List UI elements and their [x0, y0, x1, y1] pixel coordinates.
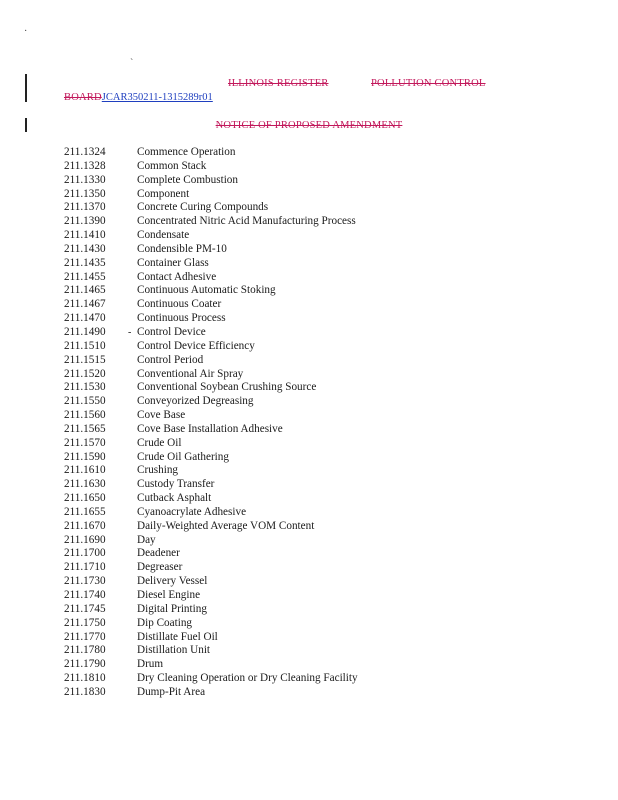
document-code: JCAR350211-1315289r01 [101, 92, 213, 103]
defined-term: Diesel Engine [137, 589, 201, 601]
defined-term: Crude Oil [137, 436, 182, 449]
defined-term: Conventional Soybean Crushing Source [137, 381, 317, 394]
section-number: 211.1830 [64, 685, 106, 698]
section-number: 211.1350 [64, 187, 106, 200]
definition-row [64, 174, 584, 188]
defined-term: Control Device [137, 325, 206, 338]
scan-speck: · [24, 26, 28, 37]
section-number: 211.1515 [64, 353, 106, 366]
definition-row [64, 561, 584, 575]
definition-row [64, 340, 584, 354]
section-number: 211.1670 [64, 519, 106, 532]
definition-row [64, 201, 584, 215]
defined-term: Concentrated Nitric Acid Manufacturing Process [137, 215, 356, 228]
definition-row [64, 686, 584, 700]
defined-term: Condensible PM-10 [137, 242, 227, 255]
definition-row [64, 589, 584, 603]
section-number: 211.1710 [64, 561, 106, 574]
section-number: 211.1410 [64, 229, 106, 242]
section-number: 211.1560 [64, 409, 106, 422]
defined-term: Complete Combustion [137, 173, 238, 186]
definition-row [64, 229, 584, 243]
defined-term: Control Period [137, 353, 204, 366]
defined-term: Crushing [137, 464, 179, 477]
defined-term: Contact Adhesive [137, 270, 217, 283]
section-number: 211.1810 [64, 672, 106, 685]
section-number: 211.1520 [64, 367, 106, 380]
defined-term: Distillate Fuel Oil [137, 630, 218, 643]
defined-term: Container Glass [137, 256, 209, 269]
section-number: 211.1455 [64, 270, 106, 283]
header-continuation [64, 92, 213, 103]
defined-term: Dump-Pit Area [137, 685, 206, 698]
definition-row [64, 368, 584, 382]
defined-term: Cutback Asphalt [137, 492, 212, 505]
section-number: 211.1655 [64, 505, 106, 518]
defined-term: Control Device Efficiency [137, 339, 255, 352]
definition-row [64, 188, 584, 202]
definition-row [64, 547, 584, 561]
definition-row [64, 520, 584, 534]
section-number: 211.1490 [64, 325, 106, 338]
section-number: 211.1770 [64, 630, 106, 643]
section-number: 211.1750 [64, 616, 106, 629]
definition-row [64, 243, 584, 257]
section-number: 211.1610 [64, 464, 106, 477]
definition-row [64, 160, 584, 174]
section-number: 211.1465 [64, 284, 106, 297]
definition-row [64, 575, 584, 589]
defined-term: Daily-Weighted Average VOM Content [137, 519, 315, 532]
section-number: 211.1650 [64, 492, 106, 505]
defined-term: Degreaser [137, 561, 183, 574]
section-number: 211.1435 [64, 256, 106, 269]
section-number: 211.1630 [64, 478, 106, 491]
definition-row [64, 215, 584, 229]
defined-term: Continuous Process [137, 312, 226, 325]
definition-row [64, 534, 584, 548]
section-number: 211.1550 [64, 395, 106, 408]
defined-term: Continuous Coater [137, 298, 222, 311]
definition-row [64, 395, 584, 409]
definition-row [64, 603, 584, 617]
definition-row [64, 284, 584, 298]
defined-term: Continuous Automatic Stoking [137, 284, 276, 297]
defined-term: Cove Base [137, 409, 186, 422]
definition-row [64, 312, 584, 326]
section-number: 211.1565 [64, 422, 106, 435]
section-number: 211.1730 [64, 575, 106, 588]
definition-row [64, 437, 584, 451]
section-number: 211.1510 [64, 339, 106, 352]
definition-row [64, 146, 584, 160]
board-title: POLLUTION CONTROL [371, 78, 486, 89]
defined-term: Component [137, 187, 190, 200]
scan-speck: ˋ [130, 58, 134, 69]
section-number: 211.1745 [64, 602, 106, 615]
definition-row [64, 617, 584, 631]
defined-term: Day [137, 533, 156, 546]
section-number: 211.1690 [64, 533, 106, 546]
definition-row [64, 451, 584, 465]
defined-term: Common Stack [137, 159, 207, 172]
definition-row [64, 658, 584, 672]
section-number: 211.1590 [64, 450, 106, 463]
defined-term: Distillation Unit [137, 644, 211, 657]
section-number: 211.1780 [64, 644, 106, 657]
definition-row [64, 354, 584, 368]
definition-row [64, 464, 584, 478]
definition-row [64, 631, 584, 645]
section-number: 211.1328 [64, 159, 106, 172]
section-number: 211.1570 [64, 436, 106, 449]
notice-heading [0, 120, 618, 131]
section-number: 211.1790 [64, 658, 106, 671]
section-number: 211.1330 [64, 173, 106, 186]
definition-row [64, 506, 584, 520]
defined-term: Conveyorized Degreasing [137, 395, 254, 408]
board-struck-text: BOARD [64, 92, 102, 103]
definition-row [64, 644, 584, 658]
definition-row [64, 257, 584, 271]
definition-row [64, 298, 584, 312]
defined-term: Commence Operation [137, 146, 236, 158]
section-number: 211.1390 [64, 215, 106, 228]
defined-term: Conventional Air Spray [137, 367, 244, 380]
register-title: ILLINOIS REGISTER [228, 78, 329, 89]
defined-term: Condensate [137, 229, 190, 242]
defined-term: Cove Base Installation Adhesive [137, 422, 283, 435]
change-bar [25, 74, 27, 102]
defined-term: Crude Oil Gathering [137, 450, 229, 463]
section-number: 211.1324 [64, 146, 106, 158]
section-number: 211.1470 [64, 312, 106, 325]
defined-term: Concrete Curing Compounds [137, 201, 269, 214]
defined-term: Custody Transfer [137, 478, 215, 491]
definition-row [64, 409, 584, 423]
definition-row [64, 672, 584, 686]
definition-row [64, 423, 584, 437]
section-number: 211.1430 [64, 242, 106, 255]
notice-title: NOTICE OF PROPOSED AMENDMENT [215, 120, 403, 131]
section-number: 211.1370 [64, 201, 106, 214]
defined-term: Digital Printing [137, 602, 207, 615]
section-number: 211.1530 [64, 381, 106, 394]
defined-term: Drum [137, 658, 164, 671]
definitions-list [64, 146, 584, 700]
defined-term: Dry Cleaning Operation or Dry Cleaning Facility [137, 672, 358, 685]
definition-row [64, 478, 584, 492]
defined-term: Cyanoacrylate Adhesive [137, 505, 247, 518]
margin-mark: - [128, 326, 132, 338]
definition-row [64, 326, 584, 340]
defined-term: Dip Coating [137, 616, 193, 629]
section-number: 211.1740 [64, 589, 106, 601]
defined-term: Deadener [137, 547, 180, 560]
section-number: 211.1700 [64, 547, 106, 560]
definition-row [64, 381, 584, 395]
section-number: 211.1467 [64, 298, 106, 311]
definition-row [64, 271, 584, 285]
defined-term: Delivery Vessel [137, 575, 208, 588]
definition-row [64, 492, 584, 506]
